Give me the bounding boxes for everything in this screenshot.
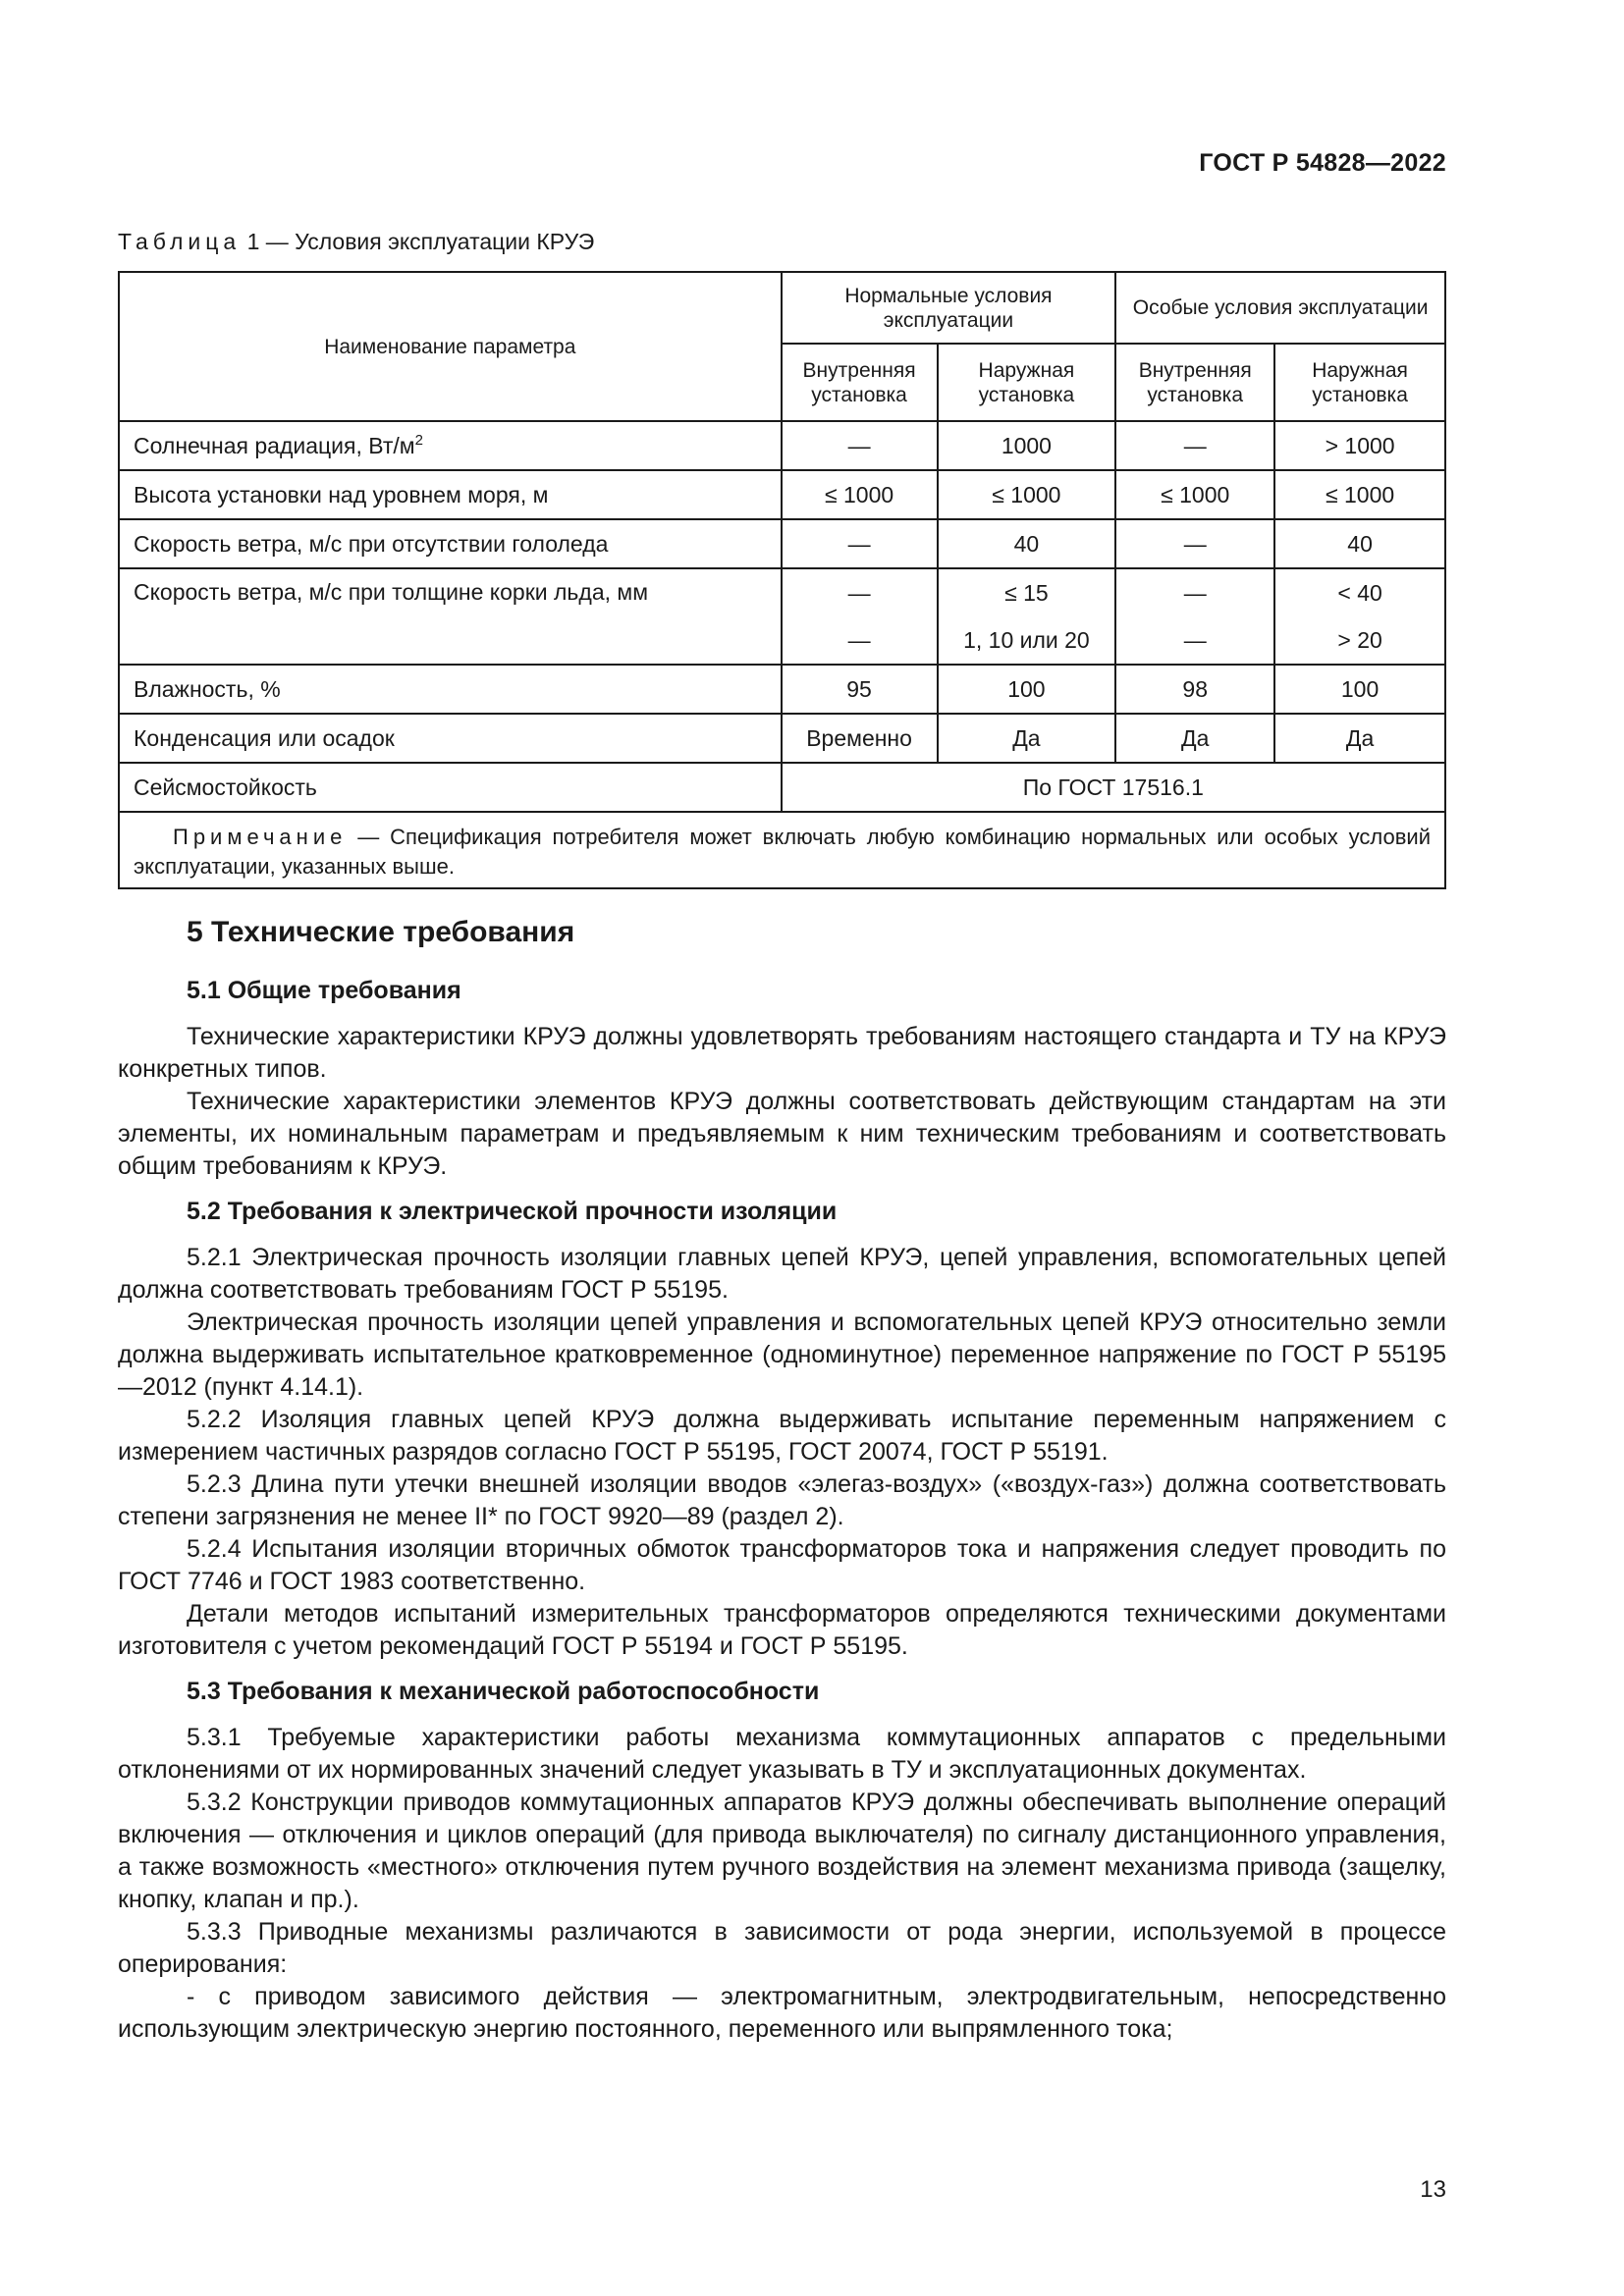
paragraph: Технические характеристики КРУЭ должны удовлетворять требованиям настоящего стандарта и ТУ на КРУЭ конкретных типов.	[118, 1023, 1446, 1083]
paragraph: Электрическая прочность изоляции цепей управления и вспомогательных цепей КРУЭ относительно земли должна выдерживать испытательное кратковременное (одноминутное) переменное напряжение по ГОСТ Р 55195—2012 (пункт 4.14.1).	[118, 1308, 1446, 1401]
param-cell: Влажность, %	[119, 665, 782, 714]
header-special-conditions: Особые условия эксплуатации	[1115, 272, 1445, 344]
table-caption	[118, 229, 594, 255]
value-cell: Да	[1274, 714, 1445, 763]
value-cell: 95	[782, 665, 938, 714]
value-cell: —	[1115, 519, 1274, 568]
table-note	[119, 812, 1445, 888]
paragraph: Детали методов испытаний измерительных трансформаторов определяются техническими документами изготовителя с учетом рекомендаций ГОСТ Р 55194 и ГОСТ Р 55195.	[118, 1600, 1446, 1660]
value-cell: 40	[1274, 519, 1445, 568]
section-5-title: 5 Технические требования	[187, 916, 575, 948]
section-5-3-title: 5.3 Требования к механической работоспособности	[187, 1678, 820, 1705]
param-cell: Скорость ветра, м/с при толщине корки льда, мм	[119, 568, 782, 665]
conditions-table	[118, 271, 1446, 889]
value-cell: < 40	[1274, 568, 1445, 616]
param-cell: Высота установки над уровнем моря, м	[119, 470, 782, 519]
value-cell: ≤ 1000	[938, 470, 1116, 519]
value-cell: 1, 10 или 20	[938, 616, 1116, 665]
paragraph: Технические характеристики элементов КРУЭ должны соответствовать действующим стандартам на эти элементы, их номинальным параметрам и предъявляемым к ним техническим требованиям и соответствовать общим требованиям к КРУЭ.	[118, 1088, 1446, 1180]
header-parameter: Наименование параметра	[119, 272, 782, 421]
value-cell: —	[1115, 568, 1274, 616]
paragraph: 5.2.2 Изоляция главных цепей КРУЭ должна выдерживать испытание переменным напряжением с измерением частичных разрядов согласно ГОСТ Р 55195, ГОСТ 20074, ГОСТ Р 55191.	[118, 1406, 1446, 1466]
value-cell: —	[782, 568, 938, 616]
section-5-2-title: 5.2 Требования к электрической прочности изоляции	[187, 1198, 838, 1225]
value-cell: 100	[938, 665, 1116, 714]
page-number: 13	[1420, 2176, 1446, 2203]
note-text: — Спецификация потребителя может включать любую комбинацию нормальных или особых условий эксплуатации, указанных выше.	[134, 825, 1431, 879]
value-cell: Да	[938, 714, 1116, 763]
paragraph: 5.3.2 Конструкции приводов коммутационных аппаратов КРУЭ должны обеспечивать выполнение операций включения — отключения и циклов операций (для привода выключателя) по сигналу дистанционного управления, а также возможность «местного» отключения путем ручного воздействия на элемент механизма привода (защелку, кнопку, клапан и пр.).	[118, 1789, 1446, 1913]
main-text	[118, 913, 1446, 2046]
table-caption-word: Таблица	[118, 229, 242, 254]
header-special-indoor: Внутренняя установка	[1115, 344, 1274, 421]
value-cell: ≤ 1000	[782, 470, 938, 519]
param-cell: Сейсмостойкость	[119, 763, 782, 812]
paragraph: 5.2.3 Длина пути утечки внешней изоляции вводов «элегаз-воздух» («воздух-газ») должна соответствовать степени загрязнения не менее II* по ГОСТ 9920—89 (раздел 2).	[118, 1470, 1446, 1530]
table-note-row	[119, 812, 1445, 888]
value-cell: 98	[1115, 665, 1274, 714]
value-cell: 40	[938, 519, 1116, 568]
table-row	[119, 421, 1445, 470]
paragraph: 5.2.1 Электрическая прочность изоляции главных цепей КРУЭ, цепей управления, вспомогательных цепей должна соответствовать требованиям ГОСТ Р 55195.	[118, 1244, 1446, 1304]
note-label: Примечание	[173, 825, 348, 849]
value-cell: 1000	[938, 421, 1116, 470]
paragraph: - с приводом зависимого действия — электромагнитным, электродвигательным, непосредственно использующим электрическую энергию постоянного, переменного или выпрямленного тока;	[118, 1983, 1446, 2043]
section-5-1-title: 5.1 Общие требования	[187, 977, 461, 1004]
value-cell: Временно	[782, 714, 938, 763]
value-cell: —	[1115, 421, 1274, 470]
header-normal-conditions: Нормальные условия эксплуатации	[782, 272, 1116, 344]
value-cell: ≤ 15	[938, 568, 1116, 616]
value-cell: ≤ 1000	[1274, 470, 1445, 519]
value-cell: —	[782, 519, 938, 568]
value-cell: —	[782, 616, 938, 665]
param-cell: Конденсация или осадок	[119, 714, 782, 763]
value-cell: —	[782, 421, 938, 470]
header-normal-indoor: Внутренняя установка	[782, 344, 938, 421]
merged-value-cell: По ГОСТ 17516.1	[782, 763, 1445, 812]
table-row	[119, 519, 1445, 568]
param-cell: Скорость ветра, м/с при отсутствии гололеда	[119, 519, 782, 568]
value-cell: ≤ 1000	[1115, 470, 1274, 519]
table-row	[119, 714, 1445, 763]
table-caption-text: 1 — Условия эксплуатации КРУЭ	[246, 229, 595, 254]
value-cell: 100	[1274, 665, 1445, 714]
table-row	[119, 763, 1445, 812]
value-cell: —	[1115, 616, 1274, 665]
table-row	[119, 470, 1445, 519]
table-row	[119, 568, 1445, 616]
paragraph: 5.3.3 Приводные механизмы различаются в зависимости от рода энергии, используемой в процессе оперирования:	[118, 1918, 1446, 1978]
value-cell: > 1000	[1274, 421, 1445, 470]
standard-code: ГОСТ Р 54828—2022	[1199, 149, 1446, 177]
table-row	[119, 665, 1445, 714]
header-normal-outdoor: Наружная установка	[938, 344, 1116, 421]
paragraph: 5.3.1 Требуемые характеристики работы механизма коммутационных аппаратов с предельными отклонениями от их нормированных значений следует указывать в ТУ и эксплуатационных документах.	[118, 1724, 1446, 1784]
value-cell: Да	[1115, 714, 1274, 763]
param-cell: Солнечная радиация, $Вт/м^2$	[119, 421, 782, 470]
value-cell: > 20	[1274, 616, 1445, 665]
paragraph: 5.2.4 Испытания изоляции вторичных обмоток трансформаторов тока и напряжения следует проводить по ГОСТ 7746 и ГОСТ 1983 соответственно.	[118, 1535, 1446, 1595]
header-special-outdoor: Наружная установка	[1274, 344, 1445, 421]
